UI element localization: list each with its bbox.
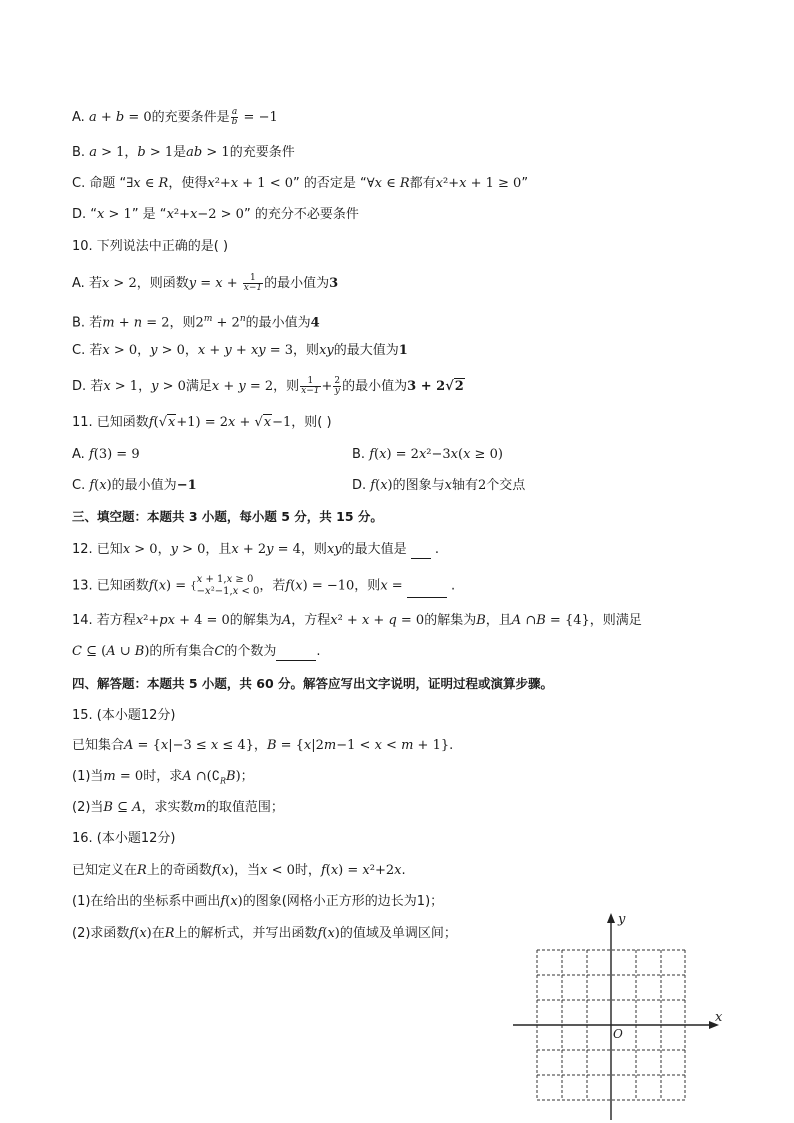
stem-text: .	[450, 578, 456, 594]
q9-option-a: A. a + b = 0的充要条件是 $\frac{a}{b}$ = −1	[72, 107, 278, 127]
q10-stem: 10. 下列说法中正确的是( )	[72, 239, 229, 254]
option-label: B.	[72, 145, 86, 160]
stem-text: (1)在给出的坐标系中画出	[72, 894, 221, 909]
stem-text: 的值域及单调区间；	[339, 926, 457, 941]
stem-text: ，则满足	[589, 613, 642, 628]
option-text: 满足	[185, 379, 212, 394]
option-text: 的充要条件	[229, 145, 295, 160]
option-label: B.	[72, 315, 86, 331]
option-text: 命题 “	[89, 176, 127, 191]
stem-text: (2)求函数	[72, 926, 130, 941]
option-text: ，则	[293, 343, 320, 358]
q11-option-a: A. f(3) = 9	[72, 447, 140, 462]
q15-part1: (1)当m = 0时，求A $\cap(∁_RB)$；	[72, 769, 254, 786]
q9-option-d: D. “x > 1” 是 “x²+x−2 > 0” 的充分不必要条件	[72, 207, 359, 222]
y-axis-arrow-icon	[607, 913, 615, 923]
q16-part2: (2)求函数f(x)在R上的解析式，并写出函数f(x)的值域及单调区间；	[72, 926, 457, 941]
q9-option-b: B. a > 1，b > 1是ab > 1的充要条件	[72, 145, 295, 160]
stem-text: .	[434, 542, 440, 557]
coordinate-grid	[505, 905, 735, 1123]
option-text: ，使得	[168, 176, 208, 191]
stem-text: 在	[151, 926, 165, 941]
option-text: 都有	[409, 176, 436, 191]
q14-line1: 14. 若方程x²+px + 4 = 0的解集为A，方程x² + x + q = 0的解集为B，且A ∩B = {4}，则满足	[72, 613, 642, 628]
stem-text: .	[449, 738, 454, 753]
q12: 12. 已知x > 0，y > 0，且x + 2y = 4，则xy的最大值是 .	[72, 542, 440, 557]
stem-text: ，则	[300, 542, 327, 557]
option-label: C.	[72, 478, 86, 493]
stem-text: 的所有集合	[149, 644, 215, 659]
option-label: A.	[72, 447, 85, 462]
option-text: 若	[90, 379, 104, 394]
option-label: B.	[352, 447, 366, 462]
option-text: 的最小值为	[342, 379, 408, 394]
option-label: D.	[72, 207, 87, 222]
stem-text: ，则	[354, 578, 381, 594]
option-text: ，则	[273, 379, 300, 394]
answer-blank[interactable]	[276, 648, 316, 661]
q11-option-b: B. f(x) = 2x²−3x(x ≥ 0)	[352, 447, 503, 462]
stem-text: 的解集为	[229, 613, 282, 628]
q15-heading: 15. (本小题12分)	[72, 708, 176, 723]
q15-part2: (2)当B ⊆ A，求实数m的取值范围；	[72, 800, 284, 815]
option-value: 4	[310, 315, 320, 331]
option-text: 轴有	[451, 478, 478, 493]
option-text: ，则函数	[136, 276, 189, 291]
q9-option-c: C. 命题 “∃x ∈ R，使得x²+x + 1 < 0” 的否定是 “∀x ∈ R都有x²+x + 1 ≥ 0”	[72, 176, 529, 191]
stem-text: 时，求	[143, 769, 183, 784]
q10-option-d: D. 若x > 1，y > 0满足x + y = 2，则 $\frac{1}{x-1}$ + $\frac{2}{y}$ 的最小值为3 + 2√2	[72, 376, 464, 396]
option-text: 若	[89, 315, 103, 331]
option-text: ，则	[169, 315, 196, 331]
option-value: 3	[329, 276, 339, 291]
stem-text: 上的解析式，并写出函数	[174, 926, 318, 941]
x-axis-label: x	[715, 1010, 723, 1025]
answer-blank[interactable]	[407, 585, 447, 598]
stem-text: .	[401, 863, 406, 878]
option-text: 的充要条件是	[151, 110, 230, 125]
answer-blank[interactable]	[411, 546, 431, 559]
stem-text: 13. 已知函数	[72, 578, 149, 594]
option-text: ”	[521, 176, 529, 191]
stem-text: (1)当	[72, 769, 104, 784]
q15-stem: 已知集合A = {x|−3 ≤ x ≤ 4}，B = {x|2m−1 < x < m + 1}.	[72, 738, 454, 753]
stem-text: 时，	[294, 863, 321, 878]
section-heading-solutions: 四、解答题：本题共 5 小题，共 60 分。解答应写出文字说明，证明过程或演算步骤。	[72, 676, 554, 691]
option-label: A.	[72, 110, 85, 125]
stem-text: 已知集合	[72, 738, 125, 753]
option-text: 的最小值为	[245, 315, 311, 331]
option-text: 个交点	[486, 478, 526, 493]
option-text: 的图象与	[392, 478, 445, 493]
stem-text: 的图象(网格小正方形的边长为1)；	[242, 894, 444, 909]
option-text: 若	[89, 343, 103, 358]
axes	[513, 919, 713, 1120]
option-label: C.	[72, 343, 86, 358]
stem-text: ，则( )	[291, 415, 332, 430]
option-value: 1	[398, 343, 408, 358]
stem-text: 上的奇函数	[146, 863, 212, 878]
q13: 13. 已知函数f(x) = {x + 1,x ≥ 0 −x²−1,x < 0，若f(x) = −10，则x = .	[72, 574, 456, 597]
stem-text: 14. 若方程	[72, 613, 136, 628]
stem-text: ，方程	[291, 613, 331, 628]
q16-part1: (1)在给出的坐标系中画出f(x)的图象(网格小正方形的边长为1)；	[72, 894, 444, 909]
q14-line2: C ⊆ (A ∪ B)的所有集合C的个数为 .	[72, 644, 321, 659]
option-text: 的最大值为	[333, 343, 399, 358]
stem-text: ，当	[234, 863, 261, 878]
option-text: ” 的否定是 “	[293, 176, 367, 191]
option-label: C.	[72, 176, 86, 191]
option-label: A.	[72, 276, 85, 291]
option-label: D.	[72, 379, 87, 394]
stem-text: ，求实数	[141, 800, 194, 815]
stem-text: ，且	[485, 613, 512, 628]
q10-option-c: C. 若x > 0，y > 0，x + y + xy = 3，则xy的最大值为1	[72, 343, 408, 358]
q11-option-c: C. f(x)的最小值为−1	[72, 478, 197, 493]
option-text: ” 是 “	[131, 207, 167, 222]
stem-text: 的个数为	[224, 644, 277, 659]
section-heading-fill-in: 三、填空题：本题共 3 小题，每小题 5 分，共 15 分。	[72, 509, 383, 524]
option-text: 是	[173, 145, 187, 160]
option-text: ” 的充分不必要条件	[243, 207, 359, 222]
q11-option-d: D. f(x)的图象与x轴有2个交点	[352, 478, 526, 493]
option-text: 的最小值为	[264, 276, 330, 291]
q16-stem: 已知定义在R上的奇函数f(x)，当x < 0时，f(x) = x²+2x.	[72, 863, 406, 878]
stem-text: 的解集为	[424, 613, 477, 628]
stem-text: ，且	[205, 542, 232, 557]
option-value: 2	[477, 478, 487, 493]
stem-text: 12. 已知	[72, 542, 123, 557]
y-axis-label: y	[618, 912, 626, 927]
option-text: 若	[88, 276, 102, 291]
stem-text: .	[316, 644, 321, 659]
q10-option-b: B. 若m + n = 2，则$2^m + 2^n$的最小值为4	[72, 314, 320, 331]
option-text: “	[90, 207, 98, 222]
q16-heading: 16. (本小题12分)	[72, 831, 176, 846]
stem-text: 的最大值是	[341, 542, 407, 557]
option-text: 的最小值为	[111, 478, 177, 493]
stem-text: (2)当	[72, 800, 104, 815]
q11-stem: 11. 已知函数f(√x+1) = 2x + √x−1，则( )	[72, 415, 332, 430]
stem-text: ，若	[259, 578, 286, 594]
stem-text: 11. 已知函数	[72, 415, 149, 430]
stem-text: ；	[240, 769, 254, 784]
stem-text: 已知定义在	[72, 863, 138, 878]
origin-label: O	[613, 1027, 623, 1041]
option-label: D.	[352, 478, 367, 493]
stem-text: 的取值范围；	[205, 800, 284, 815]
q10-option-a: A. 若x > 2，则函数y = x + $\frac{1}{x-1}$ 的最小值为3	[72, 273, 339, 293]
piecewise-brace: {x + 1,x ≥ 0 −x²−1,x < 0	[190, 574, 260, 597]
